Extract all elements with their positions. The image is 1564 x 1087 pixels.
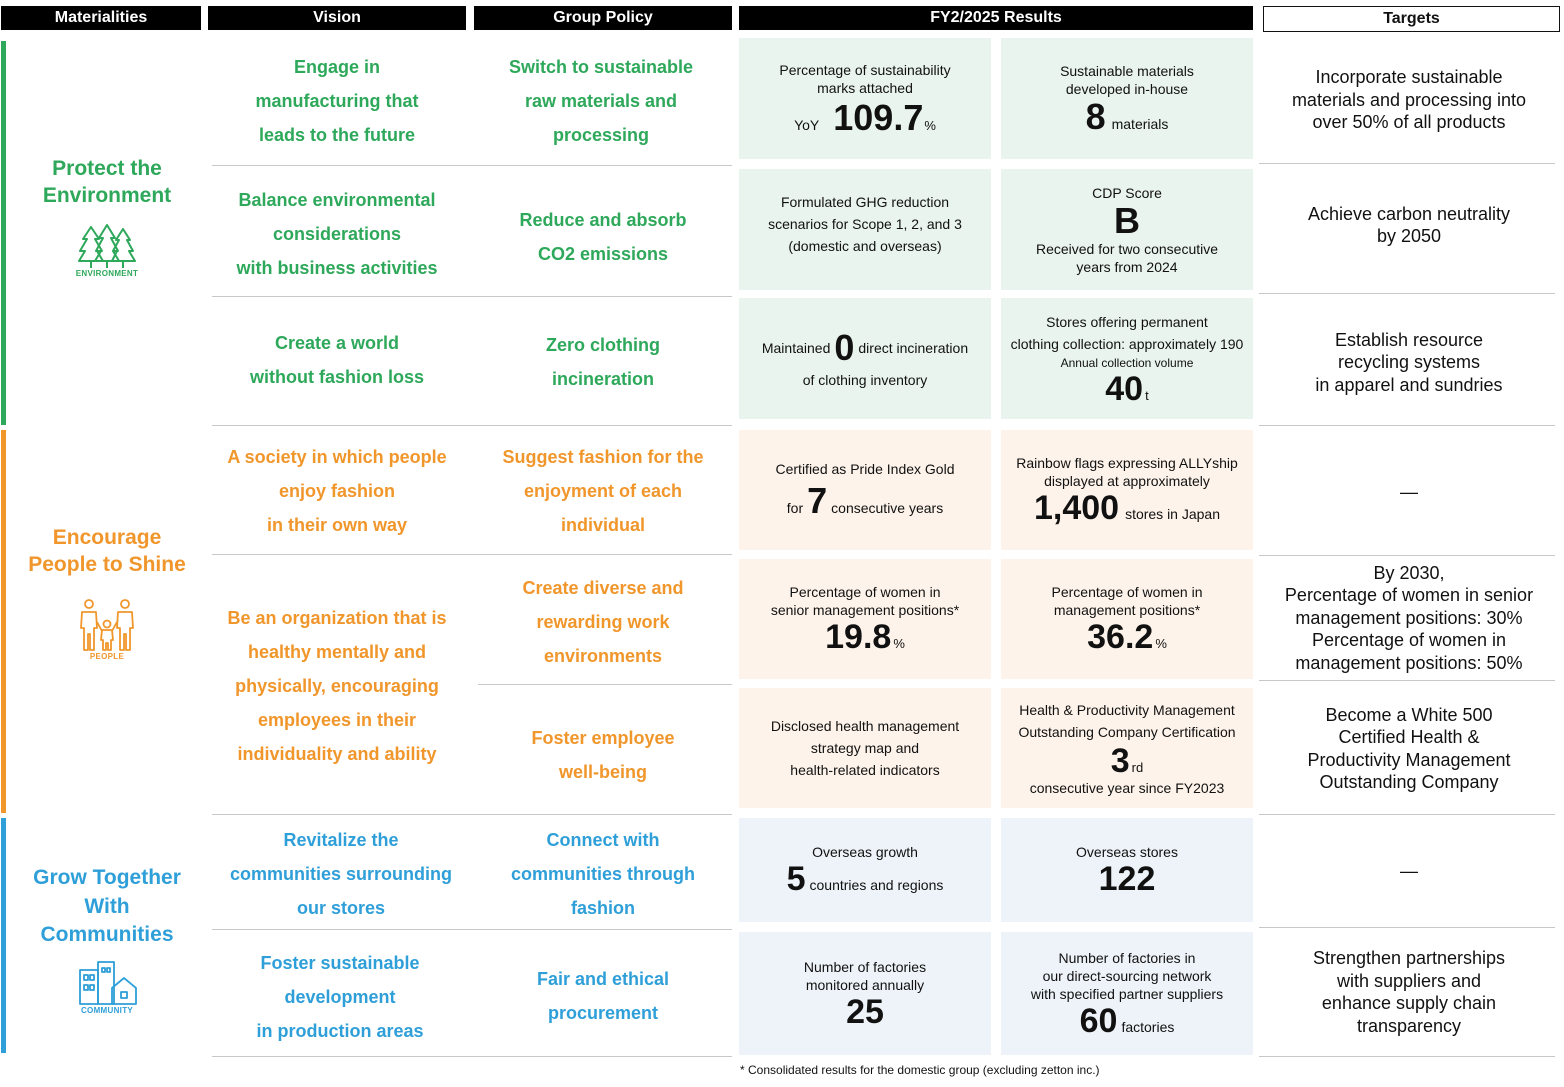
target-text: Become a White 500 Certified Health & Productivity Management Outstanding Company: [1307, 704, 1511, 792]
result-card: [739, 688, 991, 808]
icon-label: ENVIRONMENT: [75, 269, 139, 278]
divider: [1259, 1056, 1555, 1057]
result-card: [1001, 688, 1253, 808]
icon-label: COMMUNITY: [80, 1005, 134, 1015]
divider: [212, 165, 732, 166]
result-label: Annual collection volume: [1060, 355, 1194, 370]
result-card: [1001, 38, 1253, 159]
result-value: 60: [1079, 1001, 1118, 1040]
header-vision: Vision: [208, 6, 466, 30]
policy-text: Reduce and absorb CO2 emissions: [519, 210, 687, 264]
divider: [478, 684, 732, 685]
result-value: 36.2: [1087, 618, 1154, 656]
result-suffix: stores in Japan: [1125, 506, 1221, 522]
vision-text: Foster sustainable development in production areas: [256, 953, 424, 1041]
result-value: 0: [834, 326, 855, 368]
divider: [212, 814, 732, 815]
result-desc: Certified as Pride Index Gold: [775, 461, 955, 477]
target-text: Incorporate sustainable materials and processing into over 50% of all products: [1291, 67, 1527, 133]
result-card: [1001, 932, 1253, 1055]
result-suffix: countries and regions: [809, 877, 944, 893]
materiality-environment: [8, 155, 206, 279]
result-desc: Percentage of women in senior management positions*: [770, 584, 960, 618]
result-unit: %: [1155, 636, 1167, 651]
policy-text: Zero clothing incineration: [546, 335, 660, 389]
divider: [1259, 680, 1555, 681]
divider: [212, 425, 732, 426]
header-materialities: Materialities: [1, 6, 201, 30]
result-unit: rd: [1131, 760, 1144, 775]
result-prefix: YoY: [794, 116, 820, 133]
policy-text: Switch to sustainable raw materials and processing: [508, 57, 694, 145]
result-desc: Overseas stores: [1076, 844, 1178, 860]
header-group-policy: Group Policy: [474, 6, 732, 30]
materiality-title: Encourage People to Shine: [28, 526, 186, 576]
result-card: [739, 818, 991, 922]
result-card: [1001, 818, 1253, 922]
result-value: 8: [1085, 95, 1106, 137]
result-desc: Disclosed health management strategy map and health-related indicators: [770, 718, 960, 778]
divider: [212, 554, 732, 555]
result-card: [1001, 298, 1253, 419]
header-results: FY2/2025 Results: [739, 6, 1253, 30]
vision-text: Balance environmental considerations with business activities: [236, 190, 438, 278]
result-card: [739, 298, 991, 419]
result-desc: Formulated GHG reduction scenarios for Scope 1, 2, and 3 (domestic and overseas): [768, 193, 962, 254]
materiality-title: Grow Together With Communities: [33, 866, 181, 946]
policy-text: Fair and ethical procurement: [536, 969, 670, 1023]
policy-text: Connect with communities through fashion: [511, 830, 695, 918]
vision-text: A society in which people enjoy fashion in their own way: [227, 447, 447, 535]
result-value: 40: [1105, 369, 1144, 408]
result-unit: %: [924, 117, 936, 133]
result-desc: Number of factories in our direct-sourcing network with specified partner suppliers: [1030, 949, 1224, 1002]
environment-bar: [1, 41, 6, 425]
materiality-people: [8, 524, 206, 662]
divider: [1259, 425, 1555, 426]
result-value: 109.7: [833, 96, 924, 138]
result-desc: Percentage of women in management positions*: [1051, 584, 1203, 618]
icon-label: PEOPLE: [89, 652, 125, 661]
result-desc: Received for two consecutive years from 2024: [1035, 240, 1219, 275]
vision-text: Create a world without fashion loss: [250, 333, 424, 387]
result-desc: Percentage of sustainability marks attached: [779, 61, 951, 96]
result-value: 122: [1098, 860, 1156, 898]
result-prefix: for: [786, 500, 804, 516]
divider: [1259, 293, 1555, 294]
result-value: 19.8: [825, 618, 892, 656]
result-desc: Sustainable materials developed in-house: [1060, 62, 1194, 97]
policy-text: Create diverse and rewarding work environments: [522, 578, 684, 666]
family-icon: [77, 598, 137, 652]
result-card: [739, 559, 991, 679]
divider: [212, 1056, 732, 1057]
result-unit: %: [893, 636, 905, 651]
result-unit: materials: [1111, 115, 1169, 132]
buildings-icon: [76, 960, 138, 1006]
divider: [1259, 555, 1555, 556]
result-value: 7: [807, 480, 828, 521]
result-suffix: consecutive year since FY2023: [1029, 780, 1225, 796]
result-desc: Rainbow flags expressing ALLYship displayed at approximately: [1016, 455, 1238, 489]
result-value: 25: [846, 992, 884, 1031]
policy-text: Foster employee well-being: [531, 728, 675, 782]
result-card: [739, 932, 991, 1055]
divider: [212, 296, 732, 297]
result-value: 1,400: [1033, 489, 1120, 527]
divider: [1259, 163, 1555, 164]
divider: [212, 929, 732, 930]
result-suffix: factories: [1121, 1018, 1175, 1035]
result-card: [1001, 559, 1253, 679]
result-value: 3: [1110, 742, 1130, 780]
result-value: 5: [786, 860, 806, 898]
result-value: B: [1114, 199, 1140, 241]
footnote: * Consolidated results for the domestic group (excluding zetton inc.): [740, 1063, 1100, 1077]
vision-text: Be an organization that is healthy mentally and physically, encouraging employees in their individuality and ability: [227, 608, 447, 764]
result-card: [739, 430, 991, 550]
vision-text: Engage in manufacturing that leads to the future: [255, 57, 419, 145]
result-label: CDP Score: [1092, 184, 1162, 201]
result-desc: Stores offering permanent clothing collection: approximately 190: [1010, 313, 1244, 352]
materiality-title: Protect the Environment: [42, 157, 172, 207]
target-text: —: [1400, 860, 1418, 881]
result-desc: of clothing inventory: [802, 371, 928, 388]
target-text: Achieve carbon neutrality by 2050: [1307, 203, 1511, 246]
result-prefix: Maintained: [761, 339, 831, 356]
header-targets: Targets: [1263, 6, 1560, 32]
target-text: Establish resource recycling systems in apparel and sundries: [1315, 329, 1503, 395]
community-bar: [1, 818, 6, 1053]
result-card: [739, 38, 991, 159]
target-text: By 2030, Percentage of women in senior management positions: 30% Percentage of women in management positions: 50%: [1284, 562, 1534, 673]
result-desc: Overseas growth: [812, 844, 918, 860]
target-text: Strengthen partnerships with suppliers and enhance supply chain transparency: [1312, 948, 1506, 1036]
result-card: [739, 169, 991, 290]
result-suffix: direct incineration: [858, 339, 969, 356]
people-bar: [1, 430, 6, 813]
result-desc: Number of factories monitored annually: [803, 958, 927, 993]
vision-text: Revitalize the communities surrounding our stores: [229, 830, 452, 918]
result-unit: t: [1145, 387, 1149, 403]
policy-text: Suggest fashion for the enjoyment of each individual: [502, 447, 704, 535]
result-suffix: consecutive years: [831, 500, 944, 516]
materiality-community: [8, 864, 206, 1016]
result-desc: Health & Productivity Management Outstanding Company Certification: [1018, 702, 1236, 740]
result-card: [1001, 169, 1253, 290]
result-card: [1001, 430, 1253, 550]
divider: [1259, 927, 1555, 928]
target-text: —: [1400, 482, 1418, 503]
trees-icon: [77, 223, 137, 269]
